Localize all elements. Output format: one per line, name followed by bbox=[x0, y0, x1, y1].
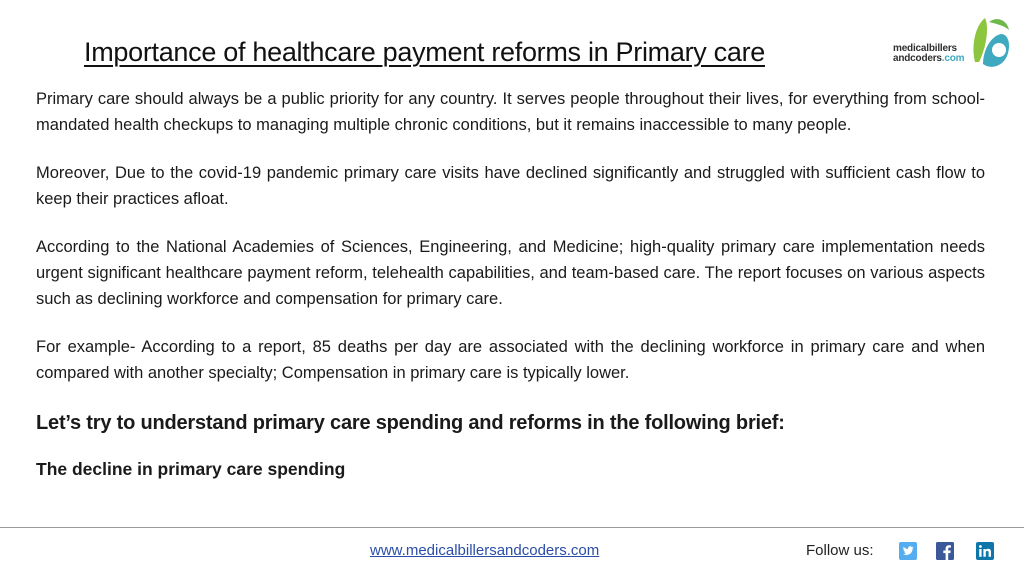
main-content bbox=[36, 86, 985, 482]
website-link[interactable]: www.medicalbillersandcoders.com bbox=[370, 542, 600, 559]
paragraph-2: Moreover, Due to the covid-19 pandemic primary care visits have declined significantly and struggled with sufficient cash flow to keep their practices afloat. bbox=[36, 164, 985, 208]
follow-us-label: Follow us: bbox=[806, 542, 874, 559]
paragraph-3: According to the National Academies of Sciences, Engineering, and Medicine; high-quality primary care implementation needs urgent significant healthcare payment reform, telehealth capabilities, and team-based care. The report focuses on various aspects such as declining workforce and compensation for primary care. bbox=[36, 238, 985, 308]
section-title: The decline in primary care spending bbox=[36, 459, 346, 479]
logo-wordmark bbox=[893, 44, 964, 64]
page-title: Importance of healthcare payment reforms in Primary care bbox=[84, 37, 765, 67]
facebook-icon[interactable] bbox=[936, 542, 954, 560]
logo-line2: andcoders bbox=[893, 53, 942, 64]
linkedin-icon[interactable] bbox=[976, 542, 994, 560]
paragraph-4: For example- According to a report, 85 deaths per day are associated with the declining workforce in primary care and when compared with another specialty; Compensation in primary care is typically lower. bbox=[36, 338, 985, 382]
footer-divider bbox=[0, 527, 1024, 528]
company-logo[interactable] bbox=[893, 12, 1013, 72]
logo-suffix: .com bbox=[941, 53, 965, 64]
paragraph-1: Primary care should always be a public priority for any country. It serves people throughout their lives, for everything from school-mandated health checkups to managing multiple chronic conditions, but it remains inaccessible to many people. bbox=[36, 90, 985, 134]
twitter-icon[interactable] bbox=[899, 542, 917, 560]
logo-line1: medicalbillers bbox=[893, 43, 957, 54]
subheading: Let’s try to understand primary care spending and reforms in the following brief: bbox=[36, 412, 785, 434]
medicalbillersandcoders-logo-icon bbox=[969, 12, 1013, 70]
